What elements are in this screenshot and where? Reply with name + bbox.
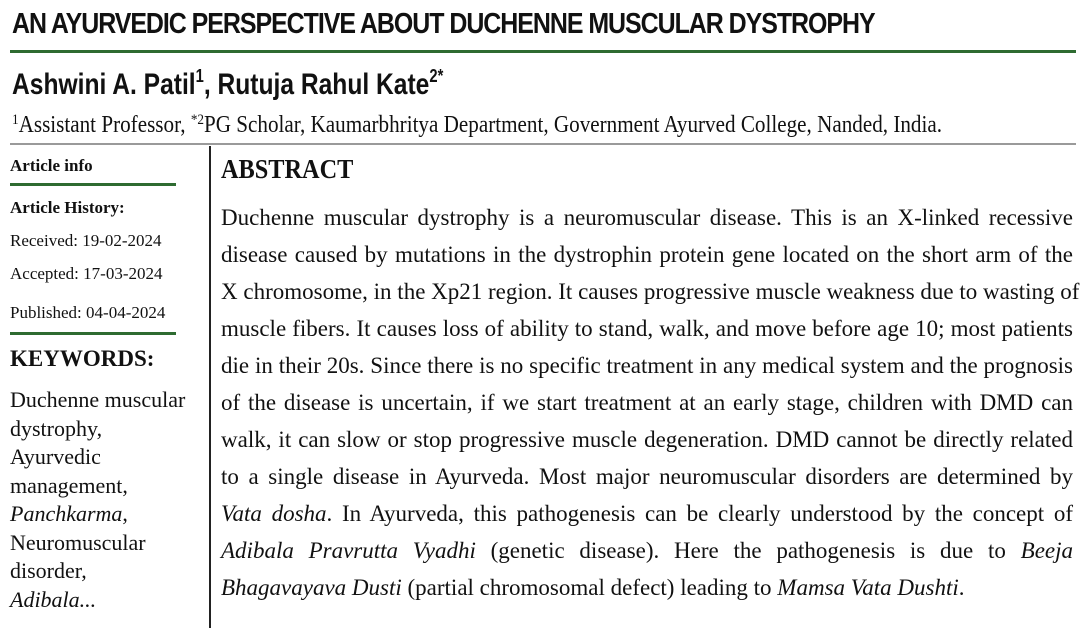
abstract-line: die in their 20s. Since there is no specific treatment in any medical system and the prognosis [221,353,1073,378]
keyword-line: Duchenne muscular [10,387,186,412]
abstract-line: to a single disease in Ayurveda. Most major neuromuscular disorders are determined by [221,464,1073,489]
author-line [12,66,443,102]
author-2-sup: 2* [429,66,444,86]
keyword-line [10,500,205,529]
affil-sup-1: 1 [12,112,19,128]
abstract-line: of the disease is uncertain, if we start treatment at an early stage, children with DMD can [221,390,1073,415]
author-1: Ashwini A. Patil [12,68,196,101]
column-divider [209,146,211,628]
abstract-heading: ABSTRACT [221,154,354,184]
abstract-line [221,569,1073,606]
keyword-line: dystrophy, [10,415,103,441]
abstract-line [221,532,1073,569]
abstract-text: . [958,575,965,600]
keyword-line: Neuromuscular [10,529,146,555]
affil-text-2: PG Scholar, Kaumarbhritya Department, Government Ayurved College, Nanded, India. [204,112,942,138]
article-history-heading: Article History: [10,198,125,217]
abstract-line: Duchenne muscular dystrophy is a neuromuscular disease. This is an X-linked recessive [221,205,1073,230]
abstract-line [221,495,1073,532]
abstract-body [221,199,1080,606]
accepted-date: Accepted: 17-03-2024 [10,264,163,283]
term-beeja: Beeja [1020,538,1073,563]
affil-sup-2: *2 [190,112,205,128]
received-date: Received: 19-02-2024 [10,231,162,250]
abstract-text: (partial chromosomal defect) leading to [401,575,778,600]
term-bhagavayava: Bhagavayava Dusti [221,575,402,600]
affiliation [12,112,942,139]
keyword-line: Adibala... [10,586,97,612]
header-divider [10,143,1076,145]
keyword-line: Ayurvedic [10,444,101,469]
keyword-line: disorder, [10,558,87,583]
affil-text-1: Assistant Professor, [18,112,191,138]
abstract-text: (genetic disease). Here the pathogenesis is due to [475,538,1021,563]
article-info-rule [10,183,176,186]
author-1-sup: 1 [195,66,204,86]
keyword-line: management, [10,472,128,498]
abstract-line: X chromosome, in the Xp21 region. It causes progressive muscle weakness due to wasting of [221,279,1080,304]
article-info-heading: Article info [10,156,93,175]
abstract-line: disease caused by mutations in the dystrophin protein gene located on the short arm of the [221,242,1073,267]
paper-title: AN AYURVEDIC PERSPECTIVE ABOUT DUCHENNE MUSCULAR DYSTROPHY [12,8,875,40]
author-separator: , [203,68,218,101]
term-adibala: Adibala Pravrutta Vyadhi [221,538,476,563]
keyword-comma: , [122,501,128,526]
author-2: Rutuja Rahul Kate [217,68,430,101]
keyword-italic: Panchkarma [10,501,123,526]
history-rule [10,332,176,335]
term-vata-dosha: Vata dosha [221,501,327,526]
keywords-heading: KEYWORDS: [10,346,155,371]
abstract-line: walk, it can slow or stop progressive muscle degeneration. DMD cannot be directly related [221,427,1073,452]
term-mamsa-vata: Mamsa Vata Dushti [777,575,959,600]
published-date: Published: 04-04-2024 [10,303,166,322]
keywords-list [10,386,205,614]
abstract-text: . In Ayurveda, this pathogenesis can be clearly understood by the concept of [326,501,1073,526]
title-rule [10,50,1076,53]
abstract-line: muscle fibers. It causes loss of ability to stand, walk, and move before age 10; most patients [221,316,1073,341]
